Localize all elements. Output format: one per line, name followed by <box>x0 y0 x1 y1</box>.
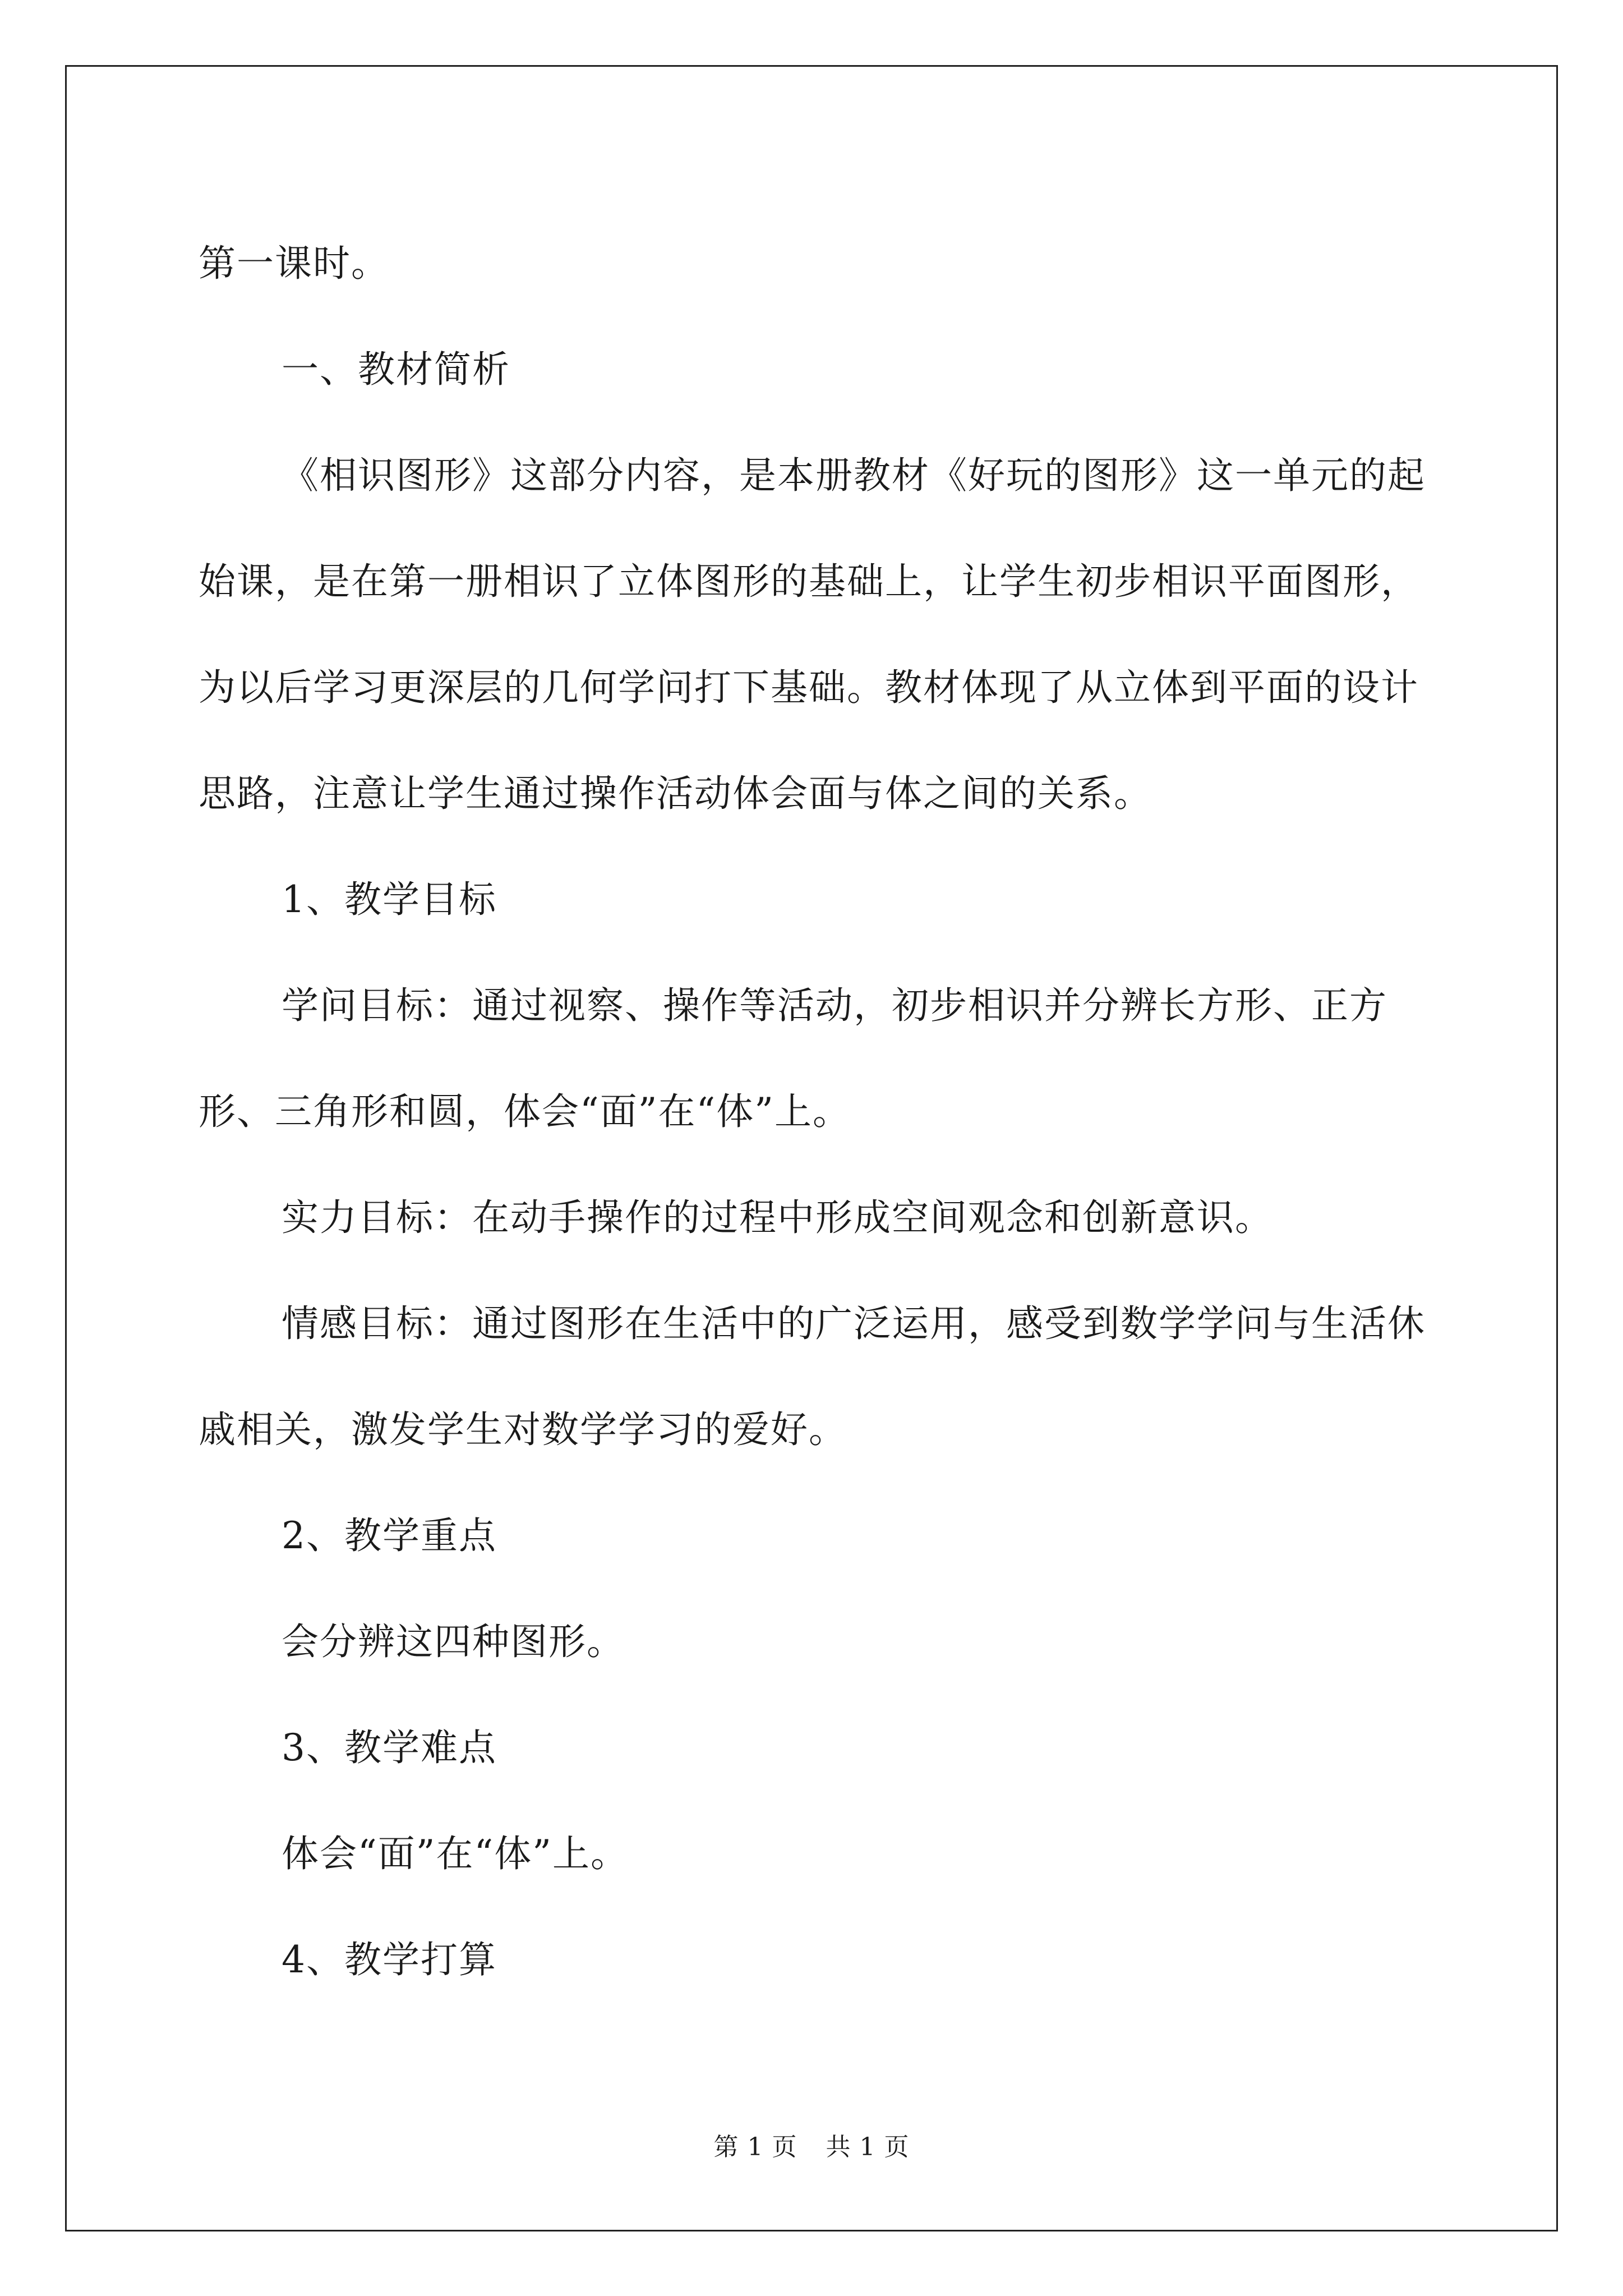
heading-teaching-goals: 1、教学目标 <box>282 878 497 921</box>
heading-teaching-preparation: 4、教学打算 <box>282 1938 497 1981</box>
paragraph-emotion-goal: 情感目标：通过图形在生活中的广泛运用，感受到数学学问与生活休戚相关，激发学生对数学学习的爱好。 <box>199 1302 1426 1451</box>
paragraph-knowledge-goal: 学问目标：通过视察、操作等活动，初步相识并分辨长方形、正方形、三角形和圆，体会“面”在“体”上。 <box>199 984 1387 1133</box>
heading-teaching-focus: 2、教学重点 <box>282 1514 497 1557</box>
paragraph-lesson-title: 第一课时。 <box>199 242 389 285</box>
heading-material-analysis: 一、教材简析 <box>282 348 510 391</box>
paragraph-material-description: 《相识图形》这部分内容，是本册教材《好玩的图形》这一单元的起始课，是在第一册相识了立体图形的基础上，让学生初步相识平面图形，为以后学习更深层的几何学问打下基础。教材体现了从立体到平面的设计思路，注意让学生通过操作活动体会面与体之间的关系。 <box>199 454 1426 815</box>
page-number: 第 1 页 <box>713 2133 797 2161</box>
paragraph-teaching-difficulty: 体会“面”在“体”上。 <box>282 1832 629 1875</box>
page-total: 共 1 页 <box>826 2133 910 2161</box>
heading-teaching-difficulty: 3、教学难点 <box>282 1726 497 1769</box>
paragraph-ability-goal: 实力目标：在动手操作的过程中形成空间观念和创新意识。 <box>282 1196 1273 1239</box>
paragraph-teaching-focus: 会分辨这四种图形。 <box>282 1620 625 1663</box>
document-body <box>199 210 1432 2013</box>
page-footer <box>0 2127 1623 2162</box>
